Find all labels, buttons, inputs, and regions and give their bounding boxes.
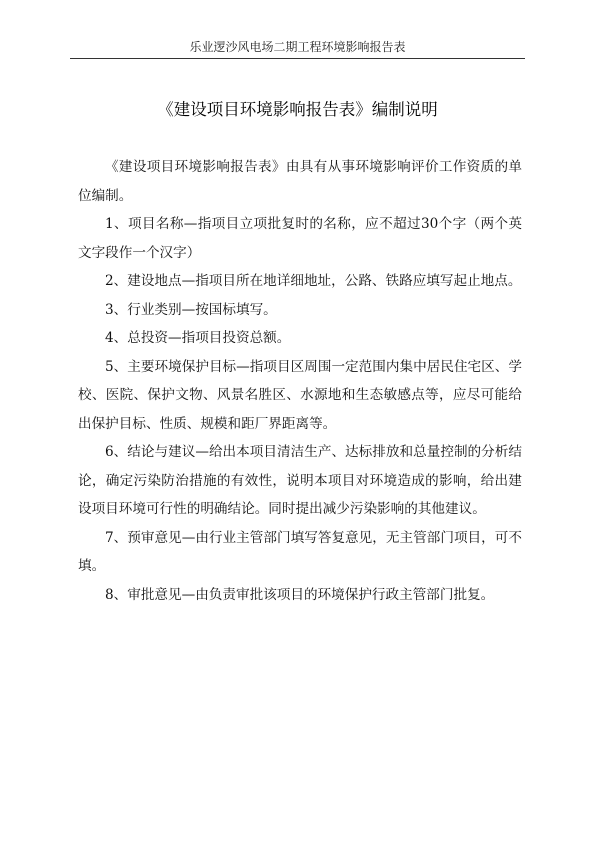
document-title: 《建设项目环境影响报告表》编制说明: [157, 100, 438, 119]
item-project-name: 1、项目名称—指项目立项批复时的名称，应不超过30个字（两个英文字段作一个汉字）: [78, 216, 522, 261]
header-rule: [70, 58, 525, 59]
item-approval: 8、审批意见—由负责审批该项目的环境保护行政主管部门批复。: [105, 586, 495, 603]
item-location: 2、建设地点—指项目所在地详细地址，公路、铁路应填写起止地点。: [105, 273, 522, 289]
item-protection-targets: 5、主要环境保护目标—指项目区周围一定范围内集中居民住宅区、学校、医院、保护文物、风景名胜区、水源地和生态敏感点等，应尽可能给出保护目标、性质、规模和距厂界距离等。: [78, 358, 522, 432]
item-conclusion: 6、结论与建议—给出本项目清洁生产、达标排放和总量控制的分析结论，确定污染防治措施的有效性，说明本项目对环境造成的影响，给出建设项目环境可行性的明确结论。同时提出减少污染影响的其他建议。: [78, 444, 522, 517]
item-industry-category: 3、行业类别—按国标填写。: [105, 301, 277, 318]
item-pre-review: 7、预审意见—由行业主管部门填写答复意见，无主管部门项目，可不填。: [78, 529, 522, 574]
item-total-investment: 4、总投资—指项目投资总额。: [105, 330, 291, 346]
intro-paragraph: 《建设项目环境影响报告表》由具有从事环境影响评价工作资质的单位编制。: [78, 159, 522, 204]
body-text: [78, 153, 522, 609]
page-header: 乐业逻沙风电场二期工程环境影响报告表: [189, 40, 406, 54]
